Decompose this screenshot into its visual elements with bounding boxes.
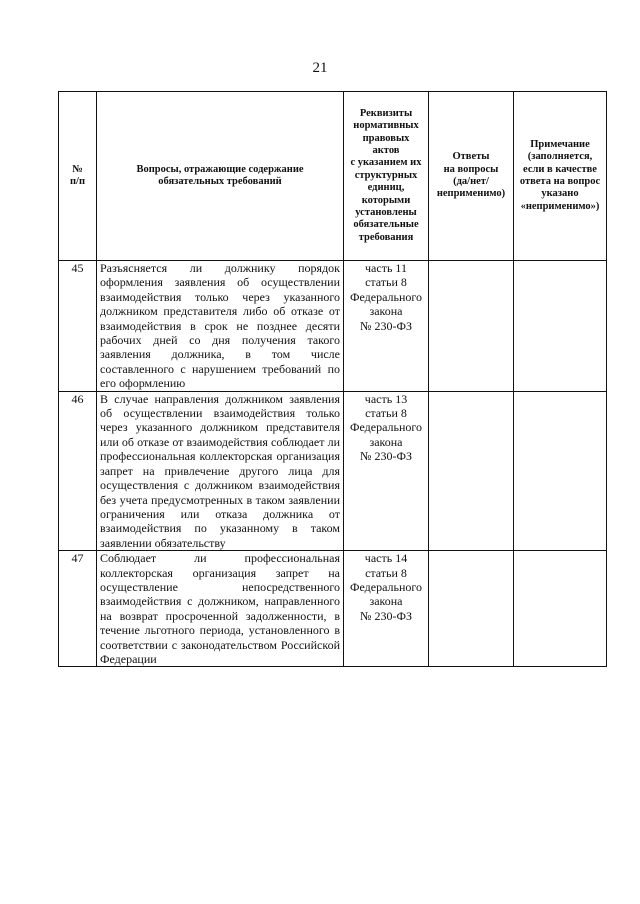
row-answer-cell[interactable]	[429, 391, 514, 550]
header-note: Примечание (заполняется, если в качестве ответа на вопрос указано «неприменимо»)	[514, 92, 607, 261]
requirements-checklist-table	[58, 91, 607, 667]
page-number: 21	[312, 60, 328, 76]
row-reference: часть 11 статьи 8 Федерального закона № 230-ФЗ	[344, 261, 429, 392]
row-answer-cell[interactable]	[429, 261, 514, 392]
header-requisites: Реквизиты нормативных правовых актов с указанием их структурных единиц, которыми установлены обязательные требования	[344, 92, 429, 261]
row-note-cell[interactable]	[514, 551, 607, 667]
table-header-row	[59, 92, 607, 261]
row-note-cell[interactable]	[514, 391, 607, 550]
row-reference: часть 13 статьи 8 Федерального закона № 230-ФЗ	[344, 391, 429, 550]
row-number: 46	[59, 391, 97, 550]
table-row	[59, 391, 607, 550]
header-number: № п/п	[59, 92, 97, 261]
table-row	[59, 261, 607, 392]
header-answers: Ответы на вопросы (да/нет/ неприменимо)	[429, 92, 514, 261]
row-number: 45	[59, 261, 97, 392]
row-note-cell[interactable]	[514, 261, 607, 392]
row-question: Соблюдает ли профессиональная коллекторская организация запрет на осуществление непосредственного взаимодействия с должником, направленного на возврат просроченной задолженности, в течение льготного периода, установленного в соответствии с законодательством Российской Федерации	[97, 551, 344, 667]
table-row	[59, 551, 607, 667]
row-reference: часть 14 статьи 8 Федерального закона № 230-ФЗ	[344, 551, 429, 667]
row-number: 47	[59, 551, 97, 667]
header-questions: Вопросы, отражающие содержание обязательных требований	[97, 92, 344, 261]
row-answer-cell[interactable]	[429, 551, 514, 667]
row-question: Разъясняется ли должнику порядок оформления заявления об осуществлении взаимодействия только через указанного должником представителя либо об отказе от взаимодействия в срок не позднее десяти рабочих дней со дня получения такого заявления должника, в том числе составленного с нарушением требований по его оформлению	[97, 261, 344, 392]
row-question: В случае направления должником заявления об осуществлении взаимодействия только через указанного должником представителя или об отказе от взаимодействия соблюдает ли профессиональная коллекторская организация запрет на привлечение другого лица для осуществления с должником взаимодействия без учета предусмотренных в таком заявлении ограничения или отказа должника от взаимодействия по указанному в таком заявлении обязательству	[97, 391, 344, 550]
